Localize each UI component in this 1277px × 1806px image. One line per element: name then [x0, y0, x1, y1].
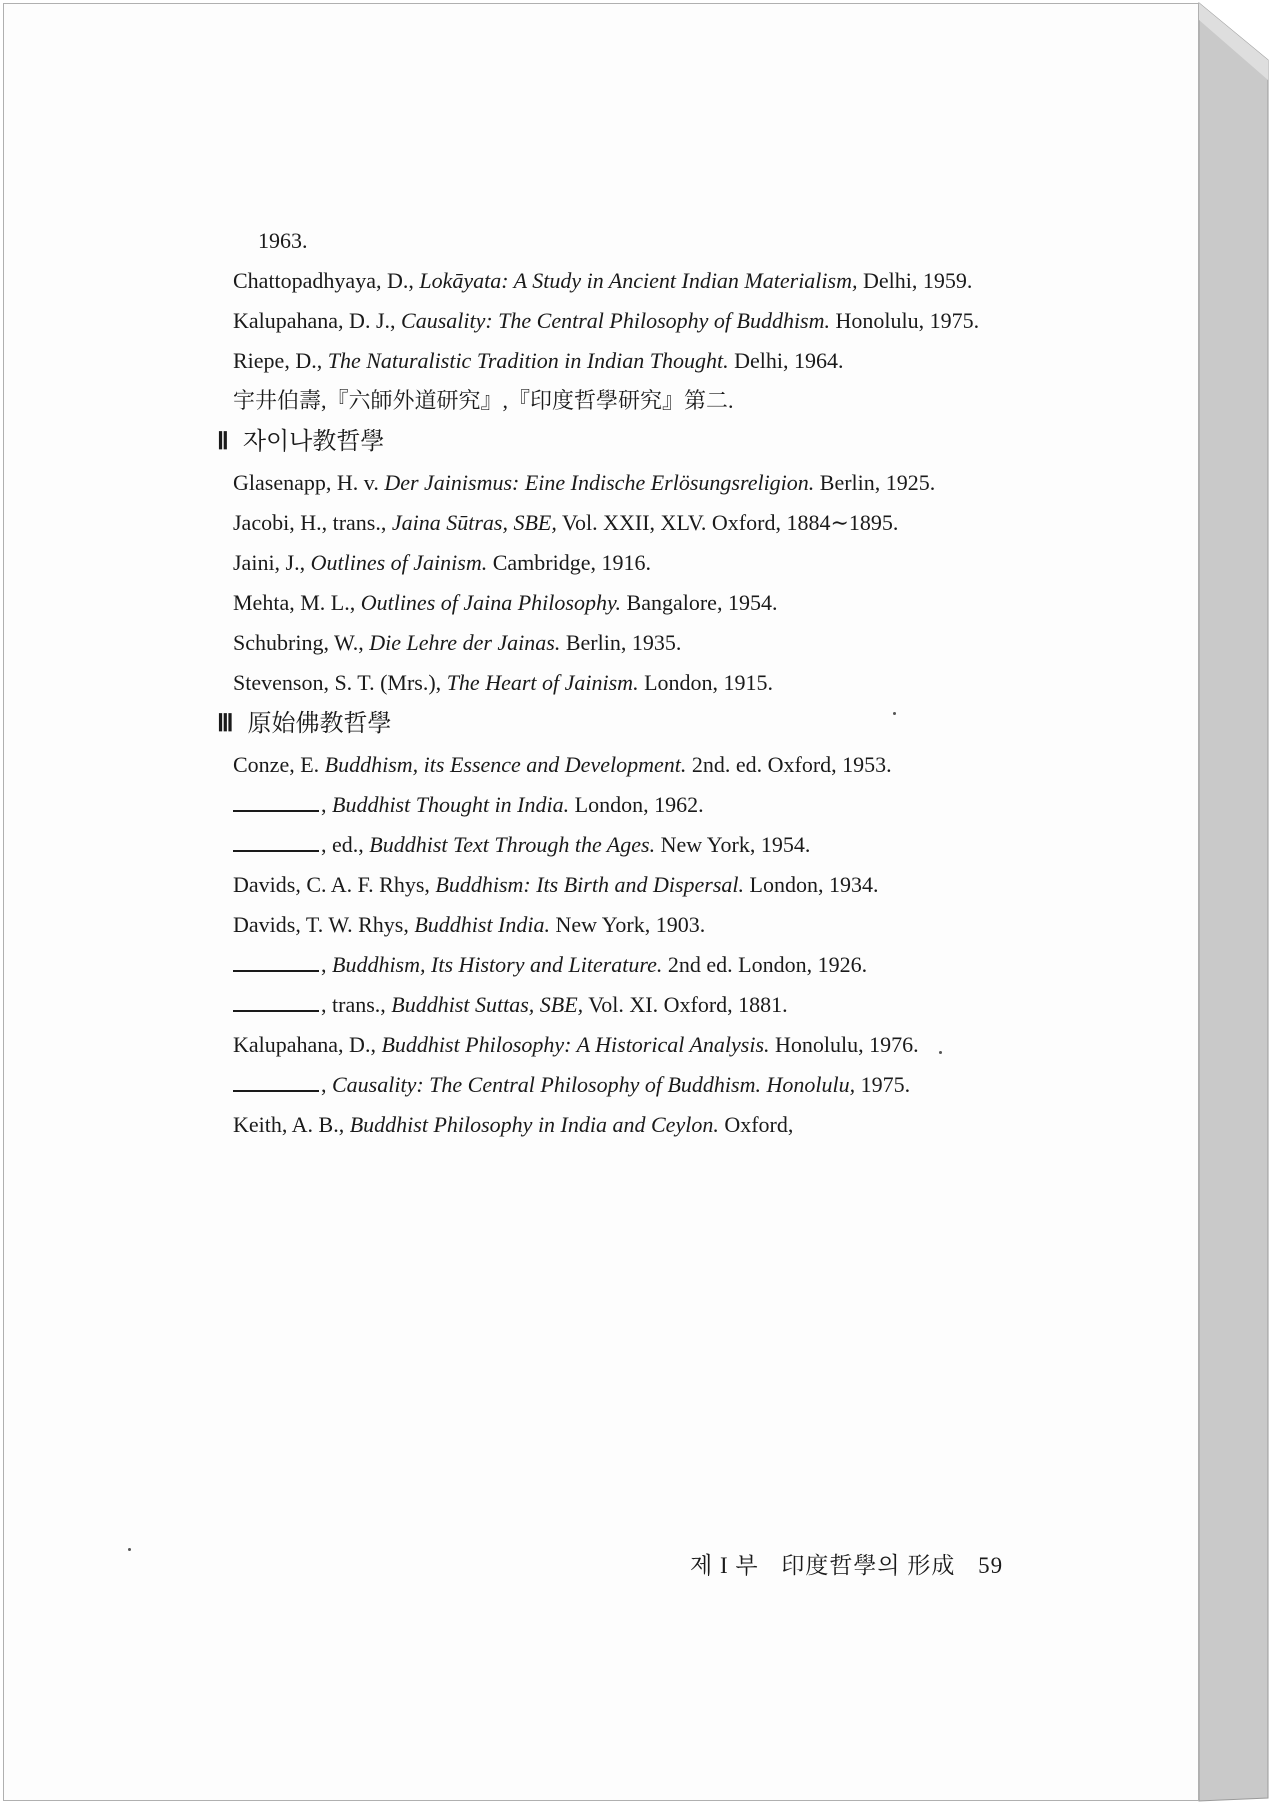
entry-title: Buddhist Suttas, SBE,	[391, 992, 584, 1017]
entry-publication: Vol. XXII, XLV. Oxford, 1884∼1895.	[556, 510, 899, 535]
bibliography-entry	[233, 544, 1028, 582]
entry-author: Mehta, M. L.,	[233, 590, 361, 615]
entry-title: Buddhist India.	[414, 912, 550, 937]
page-number: 59	[978, 1553, 1004, 1578]
entry-author: , ed.,	[321, 832, 370, 857]
entry-publication: London, 1934.	[744, 872, 879, 897]
bibliography-entry	[233, 1106, 1028, 1144]
section-title: 자이나教哲學	[242, 429, 385, 455]
entry-publication: 1975.	[855, 1072, 911, 1097]
bibliography-entry	[233, 664, 1028, 702]
entry-author: ,	[321, 952, 332, 977]
entry-author: Conze, E.	[233, 752, 325, 777]
footer-chapter: 印度哲學의 形成	[781, 1553, 956, 1578]
entry-publication: Vol. XI. Oxford, 1881.	[583, 992, 788, 1017]
entry-title: Lokāyata: A Study in Ancient Indian Materialism,	[419, 268, 858, 293]
entry-author: Kalupahana, D. J.,	[233, 308, 402, 333]
entry-author: 宇井伯壽,『六師外道研究』,『印度哲學研究』第二.	[233, 388, 734, 413]
ditto-dash	[233, 849, 319, 852]
entry-author: Stevenson, S. T. (Mrs.),	[233, 670, 447, 695]
entry-title: Buddhism, its Essence and Development.	[324, 752, 687, 777]
scan-speck	[939, 1051, 942, 1054]
bibliography-entry	[233, 946, 1028, 984]
entry-publication: London, 1962.	[569, 792, 704, 817]
entry-title: Buddhist Thought in India.	[332, 792, 570, 817]
entry-publication: Oxford,	[718, 1112, 794, 1137]
section-heading	[217, 704, 1028, 744]
entry-author: Keith, A. B.,	[233, 1112, 350, 1137]
entry-publication: 2nd. ed. Oxford, 1953.	[686, 752, 892, 777]
scan-speck	[128, 1548, 131, 1551]
bibliography-entry	[233, 986, 1028, 1024]
bibliography-entry	[233, 1026, 1028, 1064]
entry-text: 1963.	[258, 228, 308, 253]
section-title: 原始佛教哲學	[247, 711, 392, 737]
bibliography-entry	[233, 1066, 1028, 1104]
entry-author: , trans.,	[321, 992, 392, 1017]
entry-publication: Cambridge, 1916.	[487, 550, 651, 575]
bibliography-entry	[233, 746, 1028, 784]
bibliography-entry	[233, 222, 1028, 260]
bibliography-entry	[233, 826, 1028, 864]
entry-publication: Delhi, 1959.	[857, 268, 973, 293]
bibliography-entry	[233, 624, 1028, 662]
entry-title: Outlines of Jaina Philosophy.	[360, 590, 622, 615]
entry-publication: Berlin, 1925.	[814, 470, 936, 495]
entry-title: Buddhist Text Through the Ages.	[369, 832, 656, 857]
entry-title: Buddhism: Its Birth and Dispersal.	[435, 872, 745, 897]
entry-title: Causality: The Central Philosophy of Buddhism. Honolulu,	[332, 1072, 856, 1097]
entry-author: Jacobi, H., trans.,	[233, 510, 392, 535]
bibliography-entry	[233, 906, 1028, 944]
entry-publication: 2nd ed. London, 1926.	[662, 952, 868, 977]
entry-title: The Naturalistic Tradition in Indian Thought.	[327, 348, 729, 373]
entry-author: Davids, T. W. Rhys,	[233, 912, 415, 937]
bibliography-entry	[233, 302, 1028, 340]
ditto-dash	[233, 809, 319, 812]
entry-author: ,	[321, 792, 332, 817]
entry-author: Jaini, J.,	[233, 550, 311, 575]
entry-title: Outlines of Jainism.	[310, 550, 488, 575]
entry-title: Buddhist Philosophy in India and Ceylon.	[349, 1112, 719, 1137]
entry-author: Davids, C. A. F. Rhys,	[233, 872, 436, 897]
bibliography-content	[217, 222, 1028, 1146]
page-footer	[690, 1547, 1019, 1580]
entry-publication: Honolulu, 1976.	[769, 1032, 919, 1057]
scan-speck	[893, 712, 896, 715]
bibliography-entry	[233, 342, 1028, 380]
entry-title: Buddhist Philosophy: A Historical Analysis.	[381, 1032, 770, 1057]
bibliography-entry	[233, 866, 1028, 904]
entry-title: Jaina Sūtras, SBE,	[391, 510, 557, 535]
ditto-dash	[233, 1089, 319, 1092]
entry-author: Schubring, W.,	[233, 630, 370, 655]
entry-publication: New York, 1903.	[550, 912, 706, 937]
entry-title: Der Jainismus: Eine Indische Erlösungsreligion.	[384, 470, 815, 495]
entry-author: Riepe, D.,	[233, 348, 328, 373]
entry-publication: New York, 1954.	[655, 832, 811, 857]
bibliography-entry	[233, 464, 1028, 502]
entry-title: Die Lehre der Jainas.	[369, 630, 561, 655]
bibliography-entry	[233, 382, 1028, 420]
entry-title: Buddhism, Its History and Literature.	[332, 952, 663, 977]
bibliography-entry	[233, 584, 1028, 622]
bibliography-entry	[233, 504, 1028, 542]
ditto-dash	[233, 1009, 319, 1012]
entry-author: ,	[321, 1072, 332, 1097]
entry-publication: Honolulu, 1975.	[830, 308, 980, 333]
entry-publication: Delhi, 1964.	[728, 348, 844, 373]
entry-publication: Bangalore, 1954.	[621, 590, 778, 615]
entry-author: Chattopadhyaya, D.,	[233, 268, 420, 293]
entry-publication: Berlin, 1935.	[560, 630, 682, 655]
bibliography-entry	[233, 786, 1028, 824]
section-number: Ⅱ	[217, 429, 229, 455]
entry-author: Glasenapp, H. v.	[233, 470, 385, 495]
bibliography-entry	[233, 262, 1028, 300]
section-number: Ⅲ	[217, 711, 234, 737]
entry-author: Kalupahana, D.,	[233, 1032, 382, 1057]
footer-part: 제 I 부	[690, 1553, 759, 1578]
ditto-dash	[233, 969, 319, 972]
entry-publication: London, 1915.	[638, 670, 774, 695]
entry-title: The Heart of Jainism.	[446, 670, 639, 695]
section-heading	[217, 422, 1028, 462]
entry-title: Causality: The Central Philosophy of Buddhism.	[401, 308, 831, 333]
